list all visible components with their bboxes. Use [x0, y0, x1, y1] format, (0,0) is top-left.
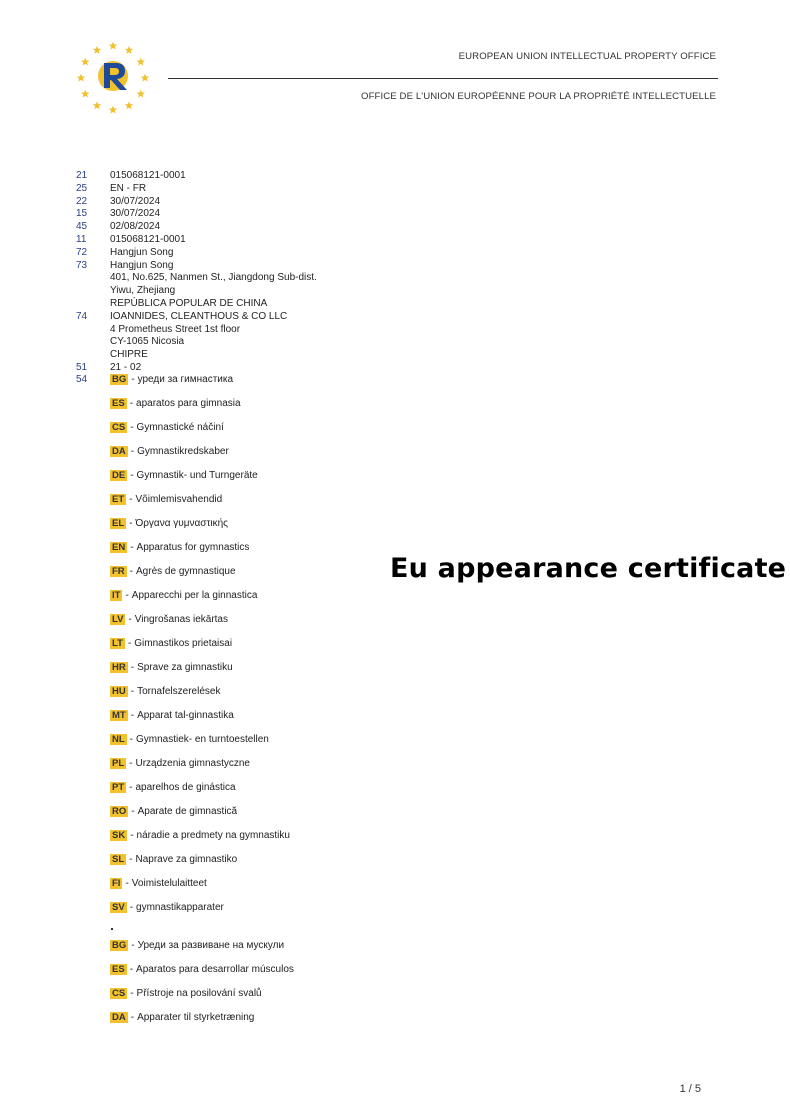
separator-dash: -	[131, 806, 135, 817]
field-code: 73	[76, 259, 88, 271]
language-badge: HU	[112, 686, 126, 697]
language-badge: SL	[112, 854, 125, 865]
indication-row	[76, 988, 294, 1012]
indication-text: Tornafelszerelések	[137, 686, 221, 697]
field-code: 22	[76, 195, 88, 207]
office-name-fr: OFFICE DE L'UNION EUROPÉENNE POUR LA PROPRIÉTÉ INTELLECTUELLE	[361, 91, 716, 102]
field-row	[76, 221, 317, 234]
indication-text: Voimistelulaitteet	[131, 878, 207, 889]
indication-text: Aparate de gimnastică	[137, 806, 238, 817]
language-badge: ET	[112, 494, 125, 505]
field-code	[76, 324, 110, 337]
logo-star-icon	[141, 74, 150, 82]
field-row	[76, 362, 317, 375]
separator-dash: -	[129, 758, 133, 769]
field-value: CY-1065 Nicosia	[110, 336, 185, 348]
field-row	[76, 272, 317, 285]
indication-text: aparelhos de ginástica	[135, 782, 236, 793]
indication-row	[76, 614, 290, 638]
indication-row	[76, 494, 290, 518]
language-badge: LV	[112, 614, 124, 625]
field-code: 25	[76, 182, 88, 194]
indication-text: Apparat tal-ginnastika	[137, 710, 234, 721]
logo-star-icon	[81, 58, 90, 66]
field-row	[76, 170, 317, 183]
separator-dash: -	[130, 988, 134, 999]
indication-row	[76, 662, 290, 686]
field-code	[76, 285, 110, 298]
field-code	[76, 272, 110, 285]
field-row	[76, 324, 317, 337]
language-badge: SV	[112, 902, 125, 913]
field-code: 74	[76, 310, 88, 322]
indication-text: Gimnastikos prietaisai	[134, 638, 233, 649]
indication-text: Gymnastik- und Turngeräte	[136, 470, 258, 481]
indication-row	[76, 964, 294, 988]
language-badge: IT	[112, 590, 121, 601]
separator-dash: -	[129, 734, 134, 745]
product-indication-list	[76, 374, 290, 926]
overlay-caption: Eu appearance certificate	[390, 553, 787, 584]
separator-dash: -	[129, 902, 134, 913]
indication-row	[76, 590, 290, 614]
language-badge: PT	[112, 782, 125, 793]
logo-star-icon	[136, 58, 145, 66]
indication-row	[76, 854, 290, 878]
field-value: 015068121-0001	[110, 233, 186, 245]
field-code	[76, 298, 110, 311]
field-code	[76, 349, 110, 362]
language-badge: BG	[112, 940, 127, 951]
field-code: 54	[76, 374, 88, 385]
field-value: 401, No.625, Nanmen St., Jiangdong Sub-dist.	[110, 272, 317, 284]
indication-text: gymnastikapparater	[136, 902, 224, 913]
field-value: REPÚBLICA POPULAR DE CHINA	[110, 297, 268, 309]
field-row	[76, 208, 317, 221]
language-badge: LT	[112, 638, 123, 649]
logo-star-icon	[125, 101, 134, 109]
field-row	[76, 336, 317, 349]
language-badge: CS	[112, 988, 126, 999]
indication-text: Přístroje na posilování svalů	[136, 988, 262, 999]
logo-star-icon	[93, 46, 102, 54]
field-value: 4 Prometheus Street 1st floor	[110, 323, 241, 335]
field-code	[76, 336, 110, 349]
field-code: 11	[76, 233, 87, 245]
indication-text: Όργανα γυμναστικής	[135, 518, 228, 529]
indication-row	[76, 830, 290, 854]
separator-dash: -	[127, 638, 132, 649]
indication-text: aparatos para gimnasia	[136, 398, 241, 409]
field-code: 45	[76, 221, 88, 233]
indication-row	[76, 374, 290, 398]
indication-text: Gymnastiek- en turntoestellen	[136, 734, 269, 745]
separator-dash: -	[130, 446, 135, 457]
header-divider	[168, 78, 718, 79]
indication-row	[76, 878, 290, 902]
page-number: 1 / 5	[679, 1083, 701, 1095]
indication-text: Уреди за развиване на мускули	[137, 940, 285, 951]
indication-text: Naprave za gimnastiko	[135, 854, 238, 865]
field-row	[76, 349, 317, 362]
indication-text: Urządzenia gimnastyczne	[135, 758, 250, 769]
indication-row	[76, 782, 290, 806]
language-badge: SK	[112, 830, 126, 841]
language-badge: DA	[112, 1012, 126, 1023]
logo-star-icon	[109, 106, 118, 114]
field-code: 72	[76, 246, 88, 258]
separator-dash: -	[130, 710, 135, 721]
indication-row	[76, 422, 290, 446]
language-badge: ES	[112, 964, 125, 975]
indication-row	[76, 638, 290, 662]
indication-text: Gymnastikredskaber	[137, 446, 229, 457]
field-row	[76, 247, 317, 260]
field-value: CHIPRE	[110, 349, 148, 361]
indication-text: Gymnastické náčiní	[136, 422, 224, 433]
indication-row	[76, 446, 290, 470]
logo-star-icon	[109, 42, 118, 50]
logo-star-icon	[136, 90, 145, 98]
field-value: EN - FR	[110, 182, 147, 194]
indication-text: Vingrošanas iekārtas	[134, 614, 228, 625]
indication-row	[76, 902, 290, 926]
separator-dot	[111, 928, 113, 930]
separator-dash: -	[129, 964, 134, 975]
field-value: 015068121-0001	[110, 170, 186, 181]
separator-dash: -	[130, 662, 135, 673]
field-row	[76, 260, 317, 273]
euipo-logo	[73, 38, 153, 118]
language-badge: NL	[112, 734, 125, 745]
separator-dash: -	[130, 470, 134, 481]
language-badge: PL	[112, 758, 125, 769]
office-name-en: EUROPEAN UNION INTELLECTUAL PROPERTY OFFICE	[458, 51, 716, 62]
field-value: Hangjun Song	[110, 246, 174, 258]
field-code: 15	[76, 208, 88, 220]
language-badge: FI	[112, 878, 121, 889]
field-value: Hangjun Song	[110, 259, 174, 271]
indication-row	[76, 734, 290, 758]
indication-row	[76, 518, 290, 542]
separator-dash: -	[130, 830, 134, 841]
indication-text: náradie a predmety na gymnastiku	[136, 830, 290, 841]
separator-dash: -	[125, 878, 129, 889]
indication-row	[76, 566, 290, 590]
field-value: 02/08/2024	[110, 221, 161, 233]
language-badge: BG	[112, 374, 127, 385]
field-value: Yiwu, Zhejiang	[110, 285, 176, 297]
separator-dash: -	[130, 1012, 135, 1023]
field-value: 21 - 02	[110, 361, 142, 373]
indication-text: Võimlemisvahendid	[135, 494, 223, 505]
field-code: 51	[76, 361, 88, 373]
field-row	[76, 298, 317, 311]
indication-row	[76, 806, 290, 830]
separator-dash: -	[129, 782, 133, 793]
separator-dash: -	[130, 686, 135, 697]
indication-row	[76, 940, 294, 964]
indication-row	[76, 470, 290, 494]
separator-dash: -	[128, 614, 132, 625]
separator-dash: -	[129, 398, 134, 409]
separator-dash: -	[129, 518, 133, 529]
language-badge: RO	[112, 806, 127, 817]
indication-row	[76, 710, 290, 734]
field-code: 21	[76, 170, 88, 181]
indication-row	[76, 686, 290, 710]
indication-text: Apparatus for gymnastics	[136, 542, 250, 553]
field-value: 30/07/2024	[110, 208, 161, 220]
bibliographic-fields	[76, 170, 317, 375]
separator-dash: -	[131, 374, 135, 385]
indication-row	[76, 1012, 294, 1036]
field-row	[76, 311, 317, 324]
language-badge: MT	[112, 710, 126, 721]
indication-text: Agrès de gymnastique	[136, 566, 236, 577]
language-badge: DA	[112, 446, 126, 457]
field-row	[76, 285, 317, 298]
logo-star-icon	[93, 101, 102, 109]
field-row	[76, 234, 317, 247]
field-row	[76, 196, 317, 209]
separator-dash: -	[129, 494, 133, 505]
language-badge: EL	[112, 518, 125, 529]
indication-text: Apparater til styrketræning	[137, 1012, 255, 1023]
logo-star-icon	[77, 74, 86, 82]
product-indication-list-2	[76, 940, 294, 1036]
language-badge: CS	[112, 422, 126, 433]
indication-row	[76, 398, 290, 422]
indication-text: Aparatos para desarrollar músculos	[136, 964, 294, 975]
separator-dash: -	[129, 854, 133, 865]
field-row	[76, 183, 317, 196]
indication-row	[76, 758, 290, 782]
logo-star-icon	[81, 90, 90, 98]
language-badge: EN	[112, 542, 126, 553]
indication-text: Apparecchi per la ginnastica	[131, 590, 258, 601]
separator-dash: -	[130, 542, 134, 553]
separator-dash: -	[125, 590, 129, 601]
language-badge: HR	[112, 662, 126, 673]
separator-dash: -	[131, 940, 135, 951]
indication-text: уреди за гимнастика	[137, 374, 234, 385]
logo-star-icon	[125, 46, 134, 54]
indication-text: Sprave za gimnastiku	[137, 662, 233, 673]
separator-dash: -	[129, 566, 134, 577]
field-value: IOANNIDES, CLEANTHOUS & CO LLC	[110, 310, 288, 322]
field-value: 30/07/2024	[110, 195, 161, 207]
language-badge: ES	[112, 398, 125, 409]
separator-dash: -	[130, 422, 134, 433]
language-badge: DE	[112, 470, 126, 481]
indication-row	[76, 542, 290, 566]
language-badge: FR	[112, 566, 125, 577]
